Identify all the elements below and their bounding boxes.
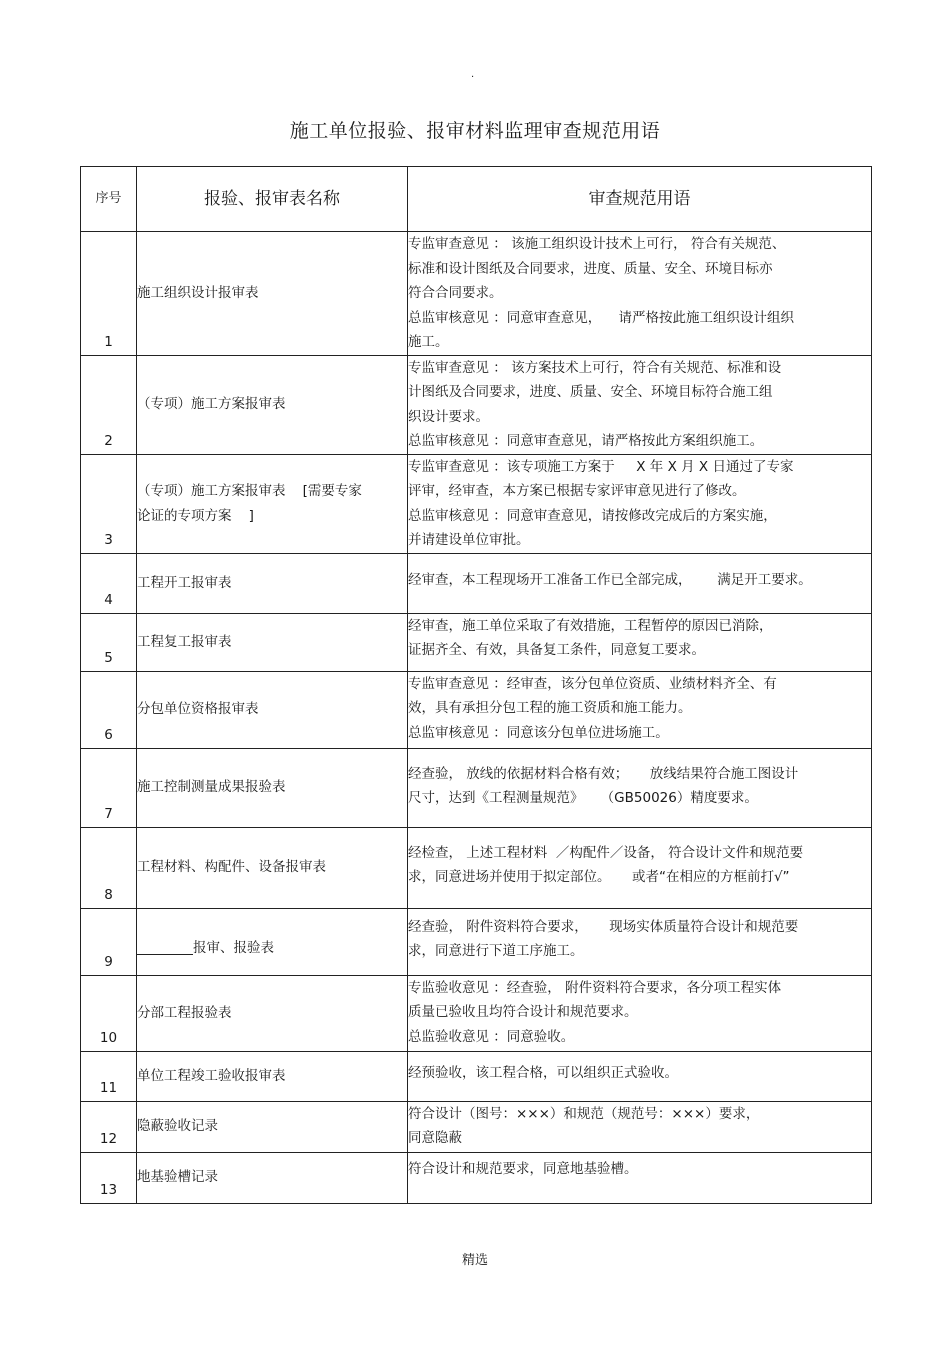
form-name-line: 隐蔽验收记录 — [137, 1118, 218, 1135]
review-terms-line: 经查验， 放线的依据材料合格有效； 放线结果符合施工图设计 — [408, 765, 799, 782]
row-form-name — [137, 1152, 408, 1203]
row-serial-number: 6 — [81, 671, 137, 748]
row-review-terms — [408, 1152, 872, 1203]
row-review-terms — [408, 1101, 872, 1152]
row-serial-number: 5 — [81, 613, 137, 671]
review-terms-line: 专监审查意见 ：经审查，该分包单位资质、业绩材料齐全、有 — [408, 675, 777, 692]
review-terms-line: 总监审核意见 ：同意审查意见，请按修改完成后的方案实施， — [408, 507, 777, 524]
form-name-line: 施工控制测量成果报验表 — [137, 779, 286, 796]
review-terms-line: 专监审查意见 ： 该施工组织设计技术上可行， 符合有关规范、 — [408, 236, 786, 252]
row-form-name — [137, 553, 408, 613]
row-serial-number: 3 — [81, 454, 137, 553]
review-terms-line: 符合合同要求。 — [408, 285, 503, 301]
review-terms-line: 经审查，本工程现场开工准备工作已全部完成， 满足开工要求。 — [408, 571, 812, 588]
form-name-line: （专项）施工方案报审表 — [137, 396, 286, 413]
row-form-name — [137, 975, 408, 1051]
form-name-text: 报审、报验表 — [193, 940, 274, 957]
row-form-name — [137, 1051, 408, 1101]
header-form-name: 报验、报审表名称 — [137, 167, 408, 232]
row-review-terms — [408, 671, 872, 748]
form-name-line — [137, 936, 407, 961]
review-terms-line: 专监审查意见 ： 该方案技术上可行，符合有关规范、标准和设 — [408, 359, 782, 376]
table-row — [81, 454, 872, 553]
row-serial-number: 10 — [81, 975, 137, 1051]
row-review-terms — [408, 355, 872, 454]
review-terms-line: 符合设计（图号：×××）和规范（规范号：×××）要求， — [408, 1105, 760, 1122]
review-terms-line: 求，同意进行下道工序施工。 — [408, 943, 584, 959]
page-title: 施工单位报验、报审材料监理审查规范用语 — [289, 120, 661, 142]
row-serial-number: 7 — [81, 748, 137, 827]
form-name-line: 单位工程竣工验收报审表 — [137, 1067, 286, 1084]
row-serial-number: 8 — [81, 827, 137, 908]
review-terms-line: 总监审核意见 ：同意审查意见， 请严格按此施工组织设计组织 — [408, 309, 794, 326]
review-terms-line: 计图纸及合同要求，进度、质量、安全、环境目标符合施工组 — [408, 384, 773, 400]
row-review-terms — [408, 454, 872, 553]
row-form-name — [137, 1101, 408, 1152]
table-row — [81, 553, 872, 613]
table-row — [81, 355, 872, 454]
form-name-line: 工程复工报审表 — [137, 633, 232, 650]
form-name-line: 施工组织设计报审表 — [137, 285, 259, 301]
review-terms-line: 经预验收，该工程合格，可以组织正式验收。 — [408, 1064, 678, 1081]
row-serial-number: 4 — [81, 553, 137, 613]
table-row — [81, 908, 872, 975]
review-terms-line: 施工。 — [408, 334, 449, 350]
review-terms-line: 求，同意进场并使用于拟定部位。 或者“在相应的方框前打√” — [408, 869, 790, 885]
review-terms-line: 证据齐全、有效，具备复工条件，同意复工要求。 — [408, 642, 705, 658]
row-review-terms — [408, 1051, 872, 1101]
header-review-terms: 审查规范用语 — [408, 167, 872, 232]
fill-in-blank — [137, 940, 193, 955]
review-terms-line: 尺寸，达到《工程测量规范》 （GB50026）精度要求。 — [408, 790, 758, 806]
table-row — [81, 748, 872, 827]
review-terms-line: 并请建设单位审批。 — [408, 532, 530, 548]
form-name-line: 工程开工报审表 — [137, 574, 232, 591]
review-terms-line: 标准和设计图纸及合同要求，进度、质量、安全、环境目标亦 — [408, 260, 773, 277]
review-terms-line: 经检查， 上述工程材料 ／构配件／设备， 符合设计文件和规范要 — [408, 844, 804, 861]
form-name-line: 论证的专项方案 ] — [137, 507, 254, 524]
table-row — [81, 232, 872, 356]
row-form-name — [137, 454, 408, 553]
review-terms-line: 评审，经审查，本方案已根据专家评审意见进行了修改。 — [408, 483, 746, 499]
row-form-name — [137, 908, 408, 975]
review-terms-line: 经审查，施工单位采取了有效措施，工程暂停的原因已消除， — [408, 617, 773, 634]
form-name-line: 地基验槽记录 — [137, 1169, 218, 1186]
review-terms-line: 专监审查意见 ：该专项施工方案于 X 年 X 月 X 日通过了专家 — [408, 458, 794, 475]
row-form-name — [137, 748, 408, 827]
row-review-terms — [408, 975, 872, 1051]
table-row — [81, 613, 872, 671]
form-name-line: （专项）施工方案报审表 [需要专家 — [137, 483, 362, 499]
form-name-line: 工程材料、构配件、设备报审表 — [137, 859, 326, 876]
top-mark: . — [471, 69, 475, 80]
row-serial-number: 13 — [81, 1152, 137, 1203]
row-form-name — [137, 232, 408, 356]
row-review-terms — [408, 613, 872, 671]
table-row — [81, 1101, 872, 1152]
review-terms-line: 总监审核意见 ：同意审查意见，请严格按此方案组织施工。 — [408, 433, 764, 449]
header-serial-number: 序号 — [81, 167, 137, 232]
table-row — [81, 827, 872, 908]
row-review-terms — [408, 232, 872, 356]
row-serial-number: 1 — [81, 232, 137, 356]
row-serial-number: 12 — [81, 1101, 137, 1152]
row-form-name — [137, 827, 408, 908]
row-form-name — [137, 355, 408, 454]
review-terms-line: 总监审核意见 ：同意该分包单位进场施工。 — [408, 724, 669, 741]
table-header-row — [81, 167, 872, 232]
table-row — [81, 1051, 872, 1101]
form-name-line: 分部工程报验表 — [137, 1004, 232, 1021]
review-terms-line: 织设计要求。 — [408, 408, 489, 425]
table-row — [81, 975, 872, 1051]
row-review-terms — [408, 553, 872, 613]
table-row — [81, 671, 872, 748]
row-serial-number: 11 — [81, 1051, 137, 1101]
review-terms-line: 同意隐蔽 — [408, 1130, 462, 1146]
row-serial-number: 9 — [81, 908, 137, 975]
row-review-terms — [408, 908, 872, 975]
row-form-name — [137, 671, 408, 748]
page-footer: 精选 — [461, 1253, 488, 1268]
review-terms-line: 总监验收意见 ：同意验收。 — [408, 1028, 575, 1045]
review-terms-line: 符合设计和规范要求，同意地基验槽。 — [408, 1160, 638, 1177]
row-serial-number: 2 — [81, 355, 137, 454]
review-terms-line: 效，具有承担分包工程的施工资质和施工能力。 — [408, 700, 692, 716]
row-review-terms — [408, 748, 872, 827]
table-row — [81, 1152, 872, 1203]
review-terms-line: 质量已验收且均符合设计和规范要求。 — [408, 1004, 638, 1020]
row-form-name — [137, 613, 408, 671]
review-terms-line: 经查验， 附件资料符合要求， 现场实体质量符合设计和规范要 — [408, 918, 799, 935]
form-name-line: 分包单位资格报审表 — [137, 701, 259, 718]
row-review-terms — [408, 827, 872, 908]
review-terms-table — [80, 166, 872, 1204]
review-terms-line: 专监验收意见 ：经查验， 附件资料符合要求，各分项工程实体 — [408, 979, 782, 996]
